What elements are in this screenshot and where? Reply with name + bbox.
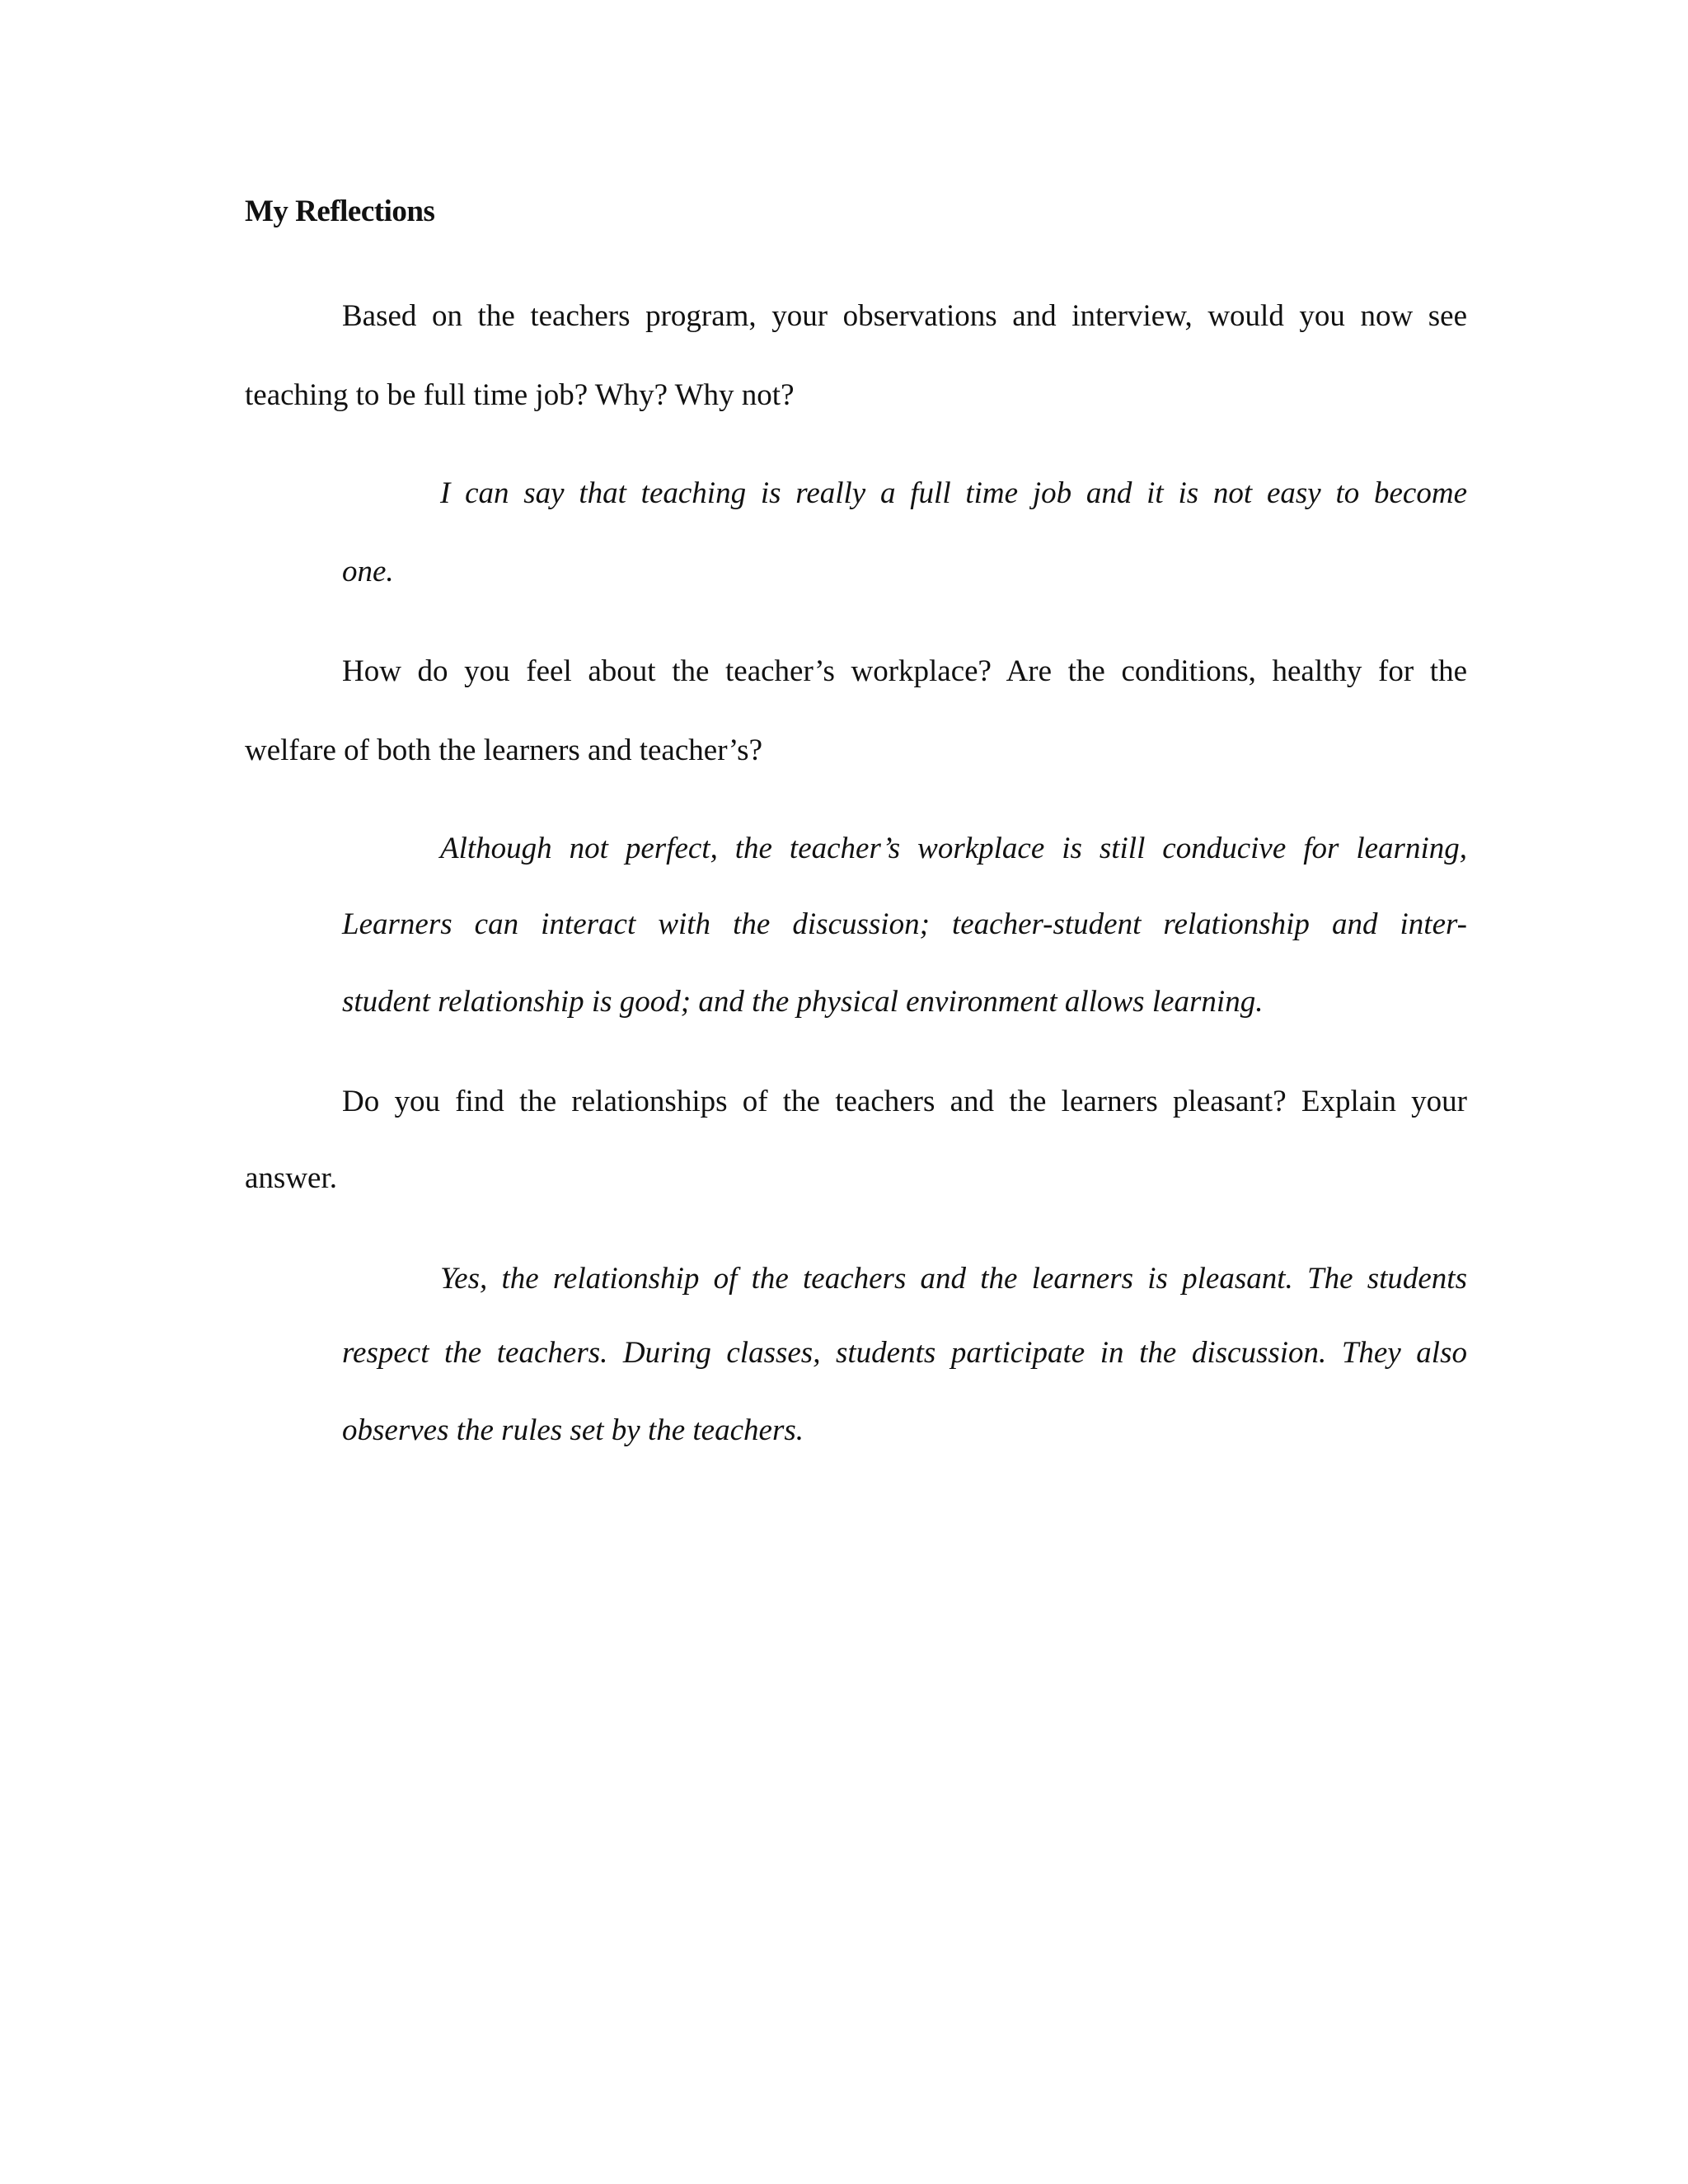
answer-2-line-2: Learners can interact with the discussion; teacher-student relationship and inter-: [342, 907, 1467, 941]
question-2-line-2: welfare of both the learners and teacher’s?: [245, 733, 762, 767]
answer-3-line-3: observes the rules set by the teachers.: [342, 1413, 804, 1447]
answer-1-line-1: I can say that teaching is really a full time job and it is not easy to become: [440, 476, 1467, 510]
page-title: My Reflections: [245, 194, 435, 228]
question-1-line-2: teaching to be full time job? Why? Why not?: [245, 378, 795, 412]
question-3-line-1: Do you find the relationships of the teachers and the learners pleasant? Explain your: [342, 1085, 1467, 1118]
answer-3-line-1: Yes, the relationship of the teachers and the learners is pleasant. The students: [440, 1262, 1467, 1296]
answer-2-line-3: student relationship is good; and the physical environment allows learning.: [342, 985, 1264, 1019]
question-2-line-1: How do you feel about the teacher’s workplace? Are the conditions, healthy for the: [342, 654, 1467, 688]
answer-1-line-2: one.: [342, 555, 394, 588]
answer-2-line-1: Although not perfect, the teacher’s workplace is still conducive for learning,: [440, 832, 1467, 865]
question-3-line-2: answer.: [245, 1161, 337, 1195]
answer-3-line-2: respect the teachers. During classes, students participate in the discussion. They also: [342, 1336, 1467, 1370]
question-1-line-1: Based on the teachers program, your observations and interview, would you now see: [342, 299, 1467, 333]
